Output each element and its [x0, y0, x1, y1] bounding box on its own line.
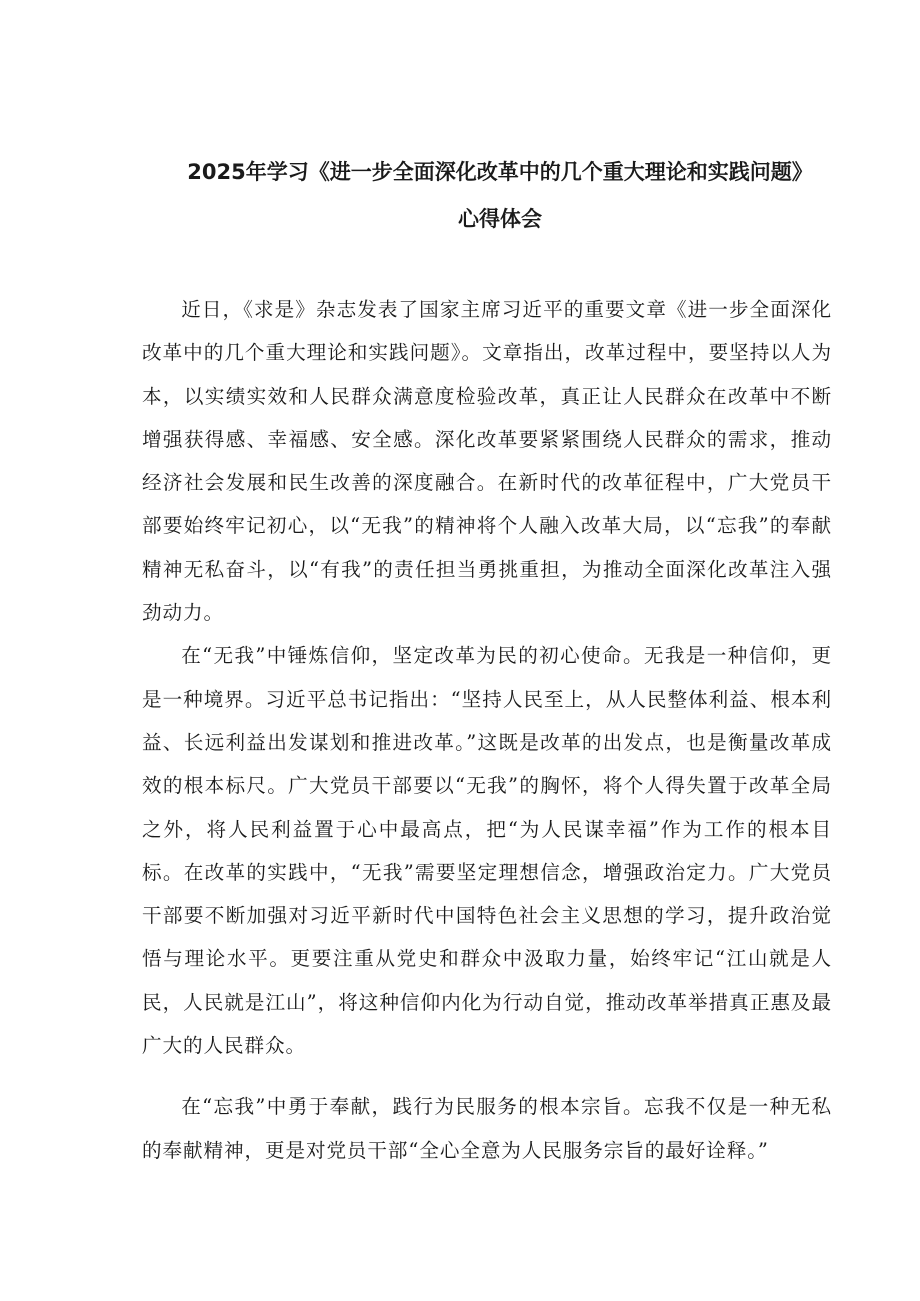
document-title-continued: 心得体会 [458, 207, 542, 231]
document-body [142, 288, 832, 1172]
paragraph-intro: 近日，《求是》杂志发表了国家主席习近平的重要文章《进一步全面深化改革中的几个重大理论和实践问题》。文章指出，改革过程中，要坚持以人为本，以实绩实效和人民群众满意度检验改革，真正让人民群众在改革中不断增强获得感、幸福感、安全感。深化改革要紧紧围绕人民群众的需求，推动经济社会发展和民生改善的深度融合。在新时代的改革征程中，广大党员干部要始终牢记初心，以“无我”的精神将个人融入改革大局，以“忘我”的奉献精神无私奋斗，以“有我”的责任担当勇挑重担，为推动全面深化改革注入强劲动力。 [142, 298, 832, 625]
paragraph-wangwo: 在“忘我”中勇于奉献，践行为民服务的根本宗旨。忘我不仅是一种无私的奉献精神，更是对党员干部“全心全意为人民服务宗旨的最好诠释。” [142, 1095, 832, 1162]
paragraph-wuwo: 在“无我”中锤炼信仰，坚定改革为民的初心使命。无我是一种信仰，更是一种境界。习近平总书记指出：“坚持人民至上，从人民整体利益、根本利益、长远利益出发谋划和推进改革。”这既是改革的出发点，也是衡量改革成效的根本标尺。广大党员干部要以“无我”的胸怀，将个人得失置于改革全局之外，将人民利益置于心中最高点，把“为人民谋幸福”作为工作的根本目标。在改革的实践中，“无我”需要坚定理想信念，增强政治定力。广大党员干部要不断加强对习近平新时代中国特色社会主义思想的学习，提升政治觉悟与理论水平。更要注重从党史和群众中汲取力量，始终牢记“江山就是人民，人民就是江山”，将这种信仰内化为行动自觉，推动改革举措真正惠及最广大的人民群众。 [142, 644, 832, 1058]
document-title: 2025年学习《进一步全面深化改革中的几个重大理论和实践问题》 [187, 160, 813, 184]
